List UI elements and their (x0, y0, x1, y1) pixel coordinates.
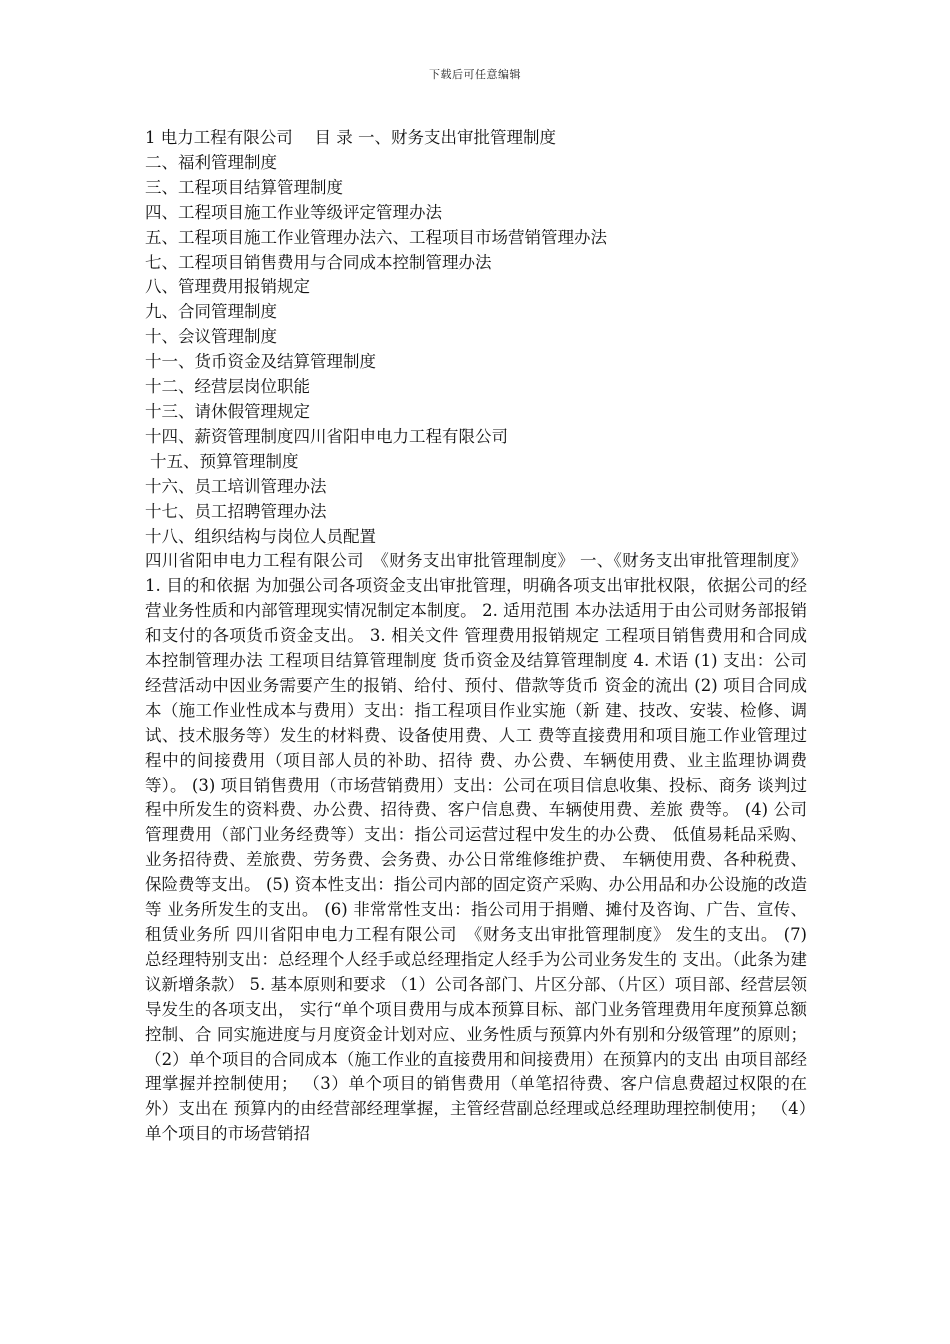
toc-line: 十四、薪资管理制度四川省阳申电力工程有限公司 (145, 426, 508, 446)
toc-line: 九、合同管理制度 (145, 302, 277, 322)
toc-line: 五、工程项目施工作业管理办法六、工程项目市场营销管理办法 (145, 227, 607, 247)
toc-line: 四、工程项目施工作业等级评定管理办法 (145, 202, 442, 222)
toc-line: 十六、员工培训管理办法 (145, 476, 327, 496)
toc-line: 十三、请休假管理规定 (145, 401, 310, 421)
toc-line: 八、管理费用报销规定 (145, 277, 310, 297)
toc-line: 十八、组织结构与岗位人员配置 (145, 526, 376, 546)
toc-line: 十二、经营层岗位职能 (145, 377, 310, 397)
toc-line: 十、会议管理制度 (145, 327, 277, 347)
body-paragraph: 四川省阳申电力工程有限公司 《财务支出审批管理制度》 一、《财务支出审批管理制度》 1. 目的和依据 为加强公司各项资金支出审批管理，明确各项支出审批权限，依据公司的经 营业务性质和内部管理现实情况制定本制度。 2. 适用范围 本办法适用于由公司财务部报销和支付的各项货币资金支出。 3. 相关文件 管理费用报销规定 工程项目销售费用和合同成本控制管理办法 工程项目结算管理制度 货币资金及结算管理制度 4. 术语 (1) 支出：公司经营活动中因业务需要产生的报销、给付、预付、借款等货币 资金的流出 (2) 项目合同成本（施工作业性成本与费用）支出：指工程项目作业实施（新 建、技改、安装、检修、调试、技术服务等）发生的材料费、设备使用费、人工 费等直接费用和项目施工作业管理过程中的间接费用（项目部人员的补助、招待 费、办公费、车辆使用费、业主监理协调费等）。 (3) 项目销售费用（市场营销费用）支出：公司在项目信息收集、投标、商务 谈判过程中所发生的资料费、办公费、招待费、客户信息费、车辆使用费、差旅 费等。 (4) 公司管理费用（部门业务经费等）支出：指公司运营过程中发生的办公费、 低值易耗品采购、业务招待费、差旅费、劳务费、会务费、办公日常维修维护费、 车辆使用费、各种税费、保险费等支出。 (5) 资本性支出：指公司内部的固定资产采购、办公用品和办公设施的改造等 业务所发生的支出。 (6) 非常常性支出：指公司用于捐赠、摊付及咨询、广告、宣传、租赁业务所 四川省阳申电力工程有限公司 《财务支出审批管理制度》 发生的支出。 (7) 总经理特别支出：总经理个人经手或总经理指定人经手为公司业务发生的 支出。（此条为建议新增条款） 5. 基本原则和要求 （1）公司各部门、片区分部、（片区）项目部、经营层领导发生的各项支出， 实行“单个项目费用与成本预算目标、部门业务管理费用年度预算总额控制、合 同实施进度与月度资金计划对应、业务性质与预算内外有别和分级管理”的原则； （2）单个项目的合同成本（施工作业的直接费用和间接费用）在预算内的支出 由项目部经理掌握并控制使用； （3）单个项目的销售费用（单笔招待费、客户信息费超过权限的在外）支出在 预算内的由经营部经理掌握，主管经营副总经理或总经理助理控制使用； （4）单个项目的市场营销招 (145, 551, 807, 1144)
document-content (145, 126, 807, 1147)
toc-line: 七、工程项目销售费用与合同成本控制管理办法 (145, 252, 492, 272)
toc-line: 十一、货币资金及结算管理制度 (145, 352, 376, 372)
toc-line: 三、工程项目结算管理制度 (145, 177, 343, 197)
page-header: 下载后可任意编辑 (429, 68, 521, 81)
toc-line: 十七、员工招聘管理办法 (145, 501, 327, 521)
toc-line: 二、福利管理制度 (145, 152, 277, 172)
toc-line: 1 电力工程有限公司 目 录 一、财务支出审批管理制度 (145, 128, 556, 147)
toc-line: 十五、预算管理制度 (150, 451, 299, 471)
